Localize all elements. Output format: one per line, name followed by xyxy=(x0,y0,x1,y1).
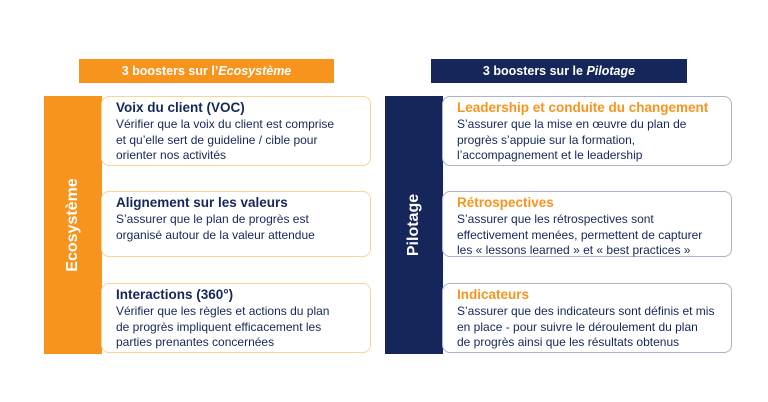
booster-description xyxy=(457,304,723,351)
booster-title: Leadership et conduite du changement xyxy=(457,100,709,115)
pilotage-booster-retrospectives xyxy=(442,191,732,257)
booster-description xyxy=(116,212,362,243)
description-line: effectivement menées, permettent de capturer xyxy=(457,227,703,242)
ecosystem-booster-alignment xyxy=(101,191,371,257)
description-line: S’assurer que la mise en œuvre du plan de xyxy=(457,117,687,131)
pilotage-header-emphasis: Pilotage xyxy=(586,64,636,78)
ecosystem-header-emphasis: Ecosystème xyxy=(218,64,292,78)
booster-description xyxy=(116,304,362,351)
booster-description xyxy=(457,212,723,259)
description-line: Vérifier que la voix du client est comprise xyxy=(116,117,335,131)
description-line: parties prenantes concernées xyxy=(116,335,275,349)
booster-title: Rétrospectives xyxy=(457,195,554,210)
description-line: S’assurer que des indicateurs sont définis et mis xyxy=(457,304,715,318)
description-line: progrès s’appuie sur la formation, xyxy=(457,132,636,147)
booster-title: Alignement sur les valeurs xyxy=(116,195,288,210)
booster-description xyxy=(457,117,723,164)
description-line: l’accompagnement et le leadership xyxy=(457,148,643,162)
ecosystem-header xyxy=(79,59,334,83)
booster-title: Interactions (360°) xyxy=(116,287,234,302)
ecosystem-booster-voc xyxy=(101,96,371,166)
pilotage-header-prefix: 3 boosters sur le xyxy=(482,64,587,78)
booster-title: Voix du client (VOC) xyxy=(116,100,245,115)
pilotage-booster-leadership xyxy=(442,96,732,166)
ecosystem-booster-interactions xyxy=(101,283,371,353)
description-line: de progrès impliquent efficacement les xyxy=(116,319,322,334)
description-line: les « lessons learned » et « best practices » xyxy=(457,243,691,257)
description-line: de progrès ainsi que les résultats obtenus xyxy=(457,335,680,349)
pilotage-header xyxy=(431,59,687,83)
booster-description xyxy=(116,117,362,164)
description-line: organisé autour de la valeur attendue xyxy=(116,227,315,242)
description-line: S’assurer que les rétrospectives sont xyxy=(457,212,654,226)
ecosystem-header-prefix: 3 boosters sur l’ xyxy=(121,64,219,78)
pilotage-booster-indicators xyxy=(442,283,732,353)
description-line: S’assurer que le plan de progrès est xyxy=(116,212,309,226)
description-line: Vérifier que les règles et actions du plan xyxy=(116,304,330,318)
pilotage-band xyxy=(385,96,443,354)
booster-title: Indicateurs xyxy=(457,287,530,302)
ecosystem-vertical-label: Ecosystème xyxy=(64,178,81,272)
description-line: en place - pour suivre le déroulement du plan xyxy=(457,319,698,334)
ecosystem-band xyxy=(44,96,102,354)
description-line: et qu’elle sert de guideline / cible pour xyxy=(116,132,318,147)
pilotage-vertical-label: Pilotage xyxy=(405,193,422,257)
description-line: orienter nos activités xyxy=(116,148,227,162)
